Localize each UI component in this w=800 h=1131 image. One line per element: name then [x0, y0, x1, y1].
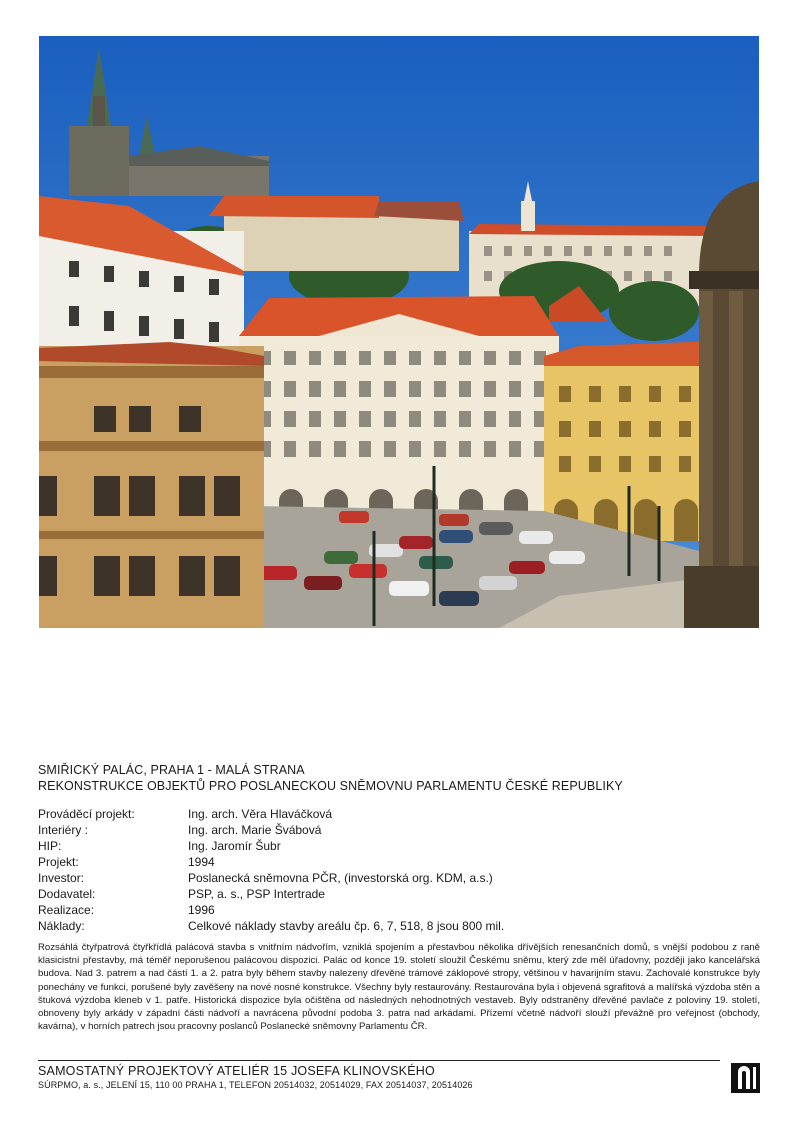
document-heading: [38, 762, 758, 794]
detail-value: Poslanecká sněmovna PČR, (investorská org. KDM, a.s.): [188, 871, 493, 885]
detail-label: Investor:: [38, 871, 85, 885]
detail-row: [38, 822, 758, 838]
description-paragraph: Rozsáhlá čtyřpatrová čtyřkřídlá palácová stavba s vnitřním nádvořím, vzniklá spojením a přestavbou několika dřívějších renesančních domů, s vnější podobou z raně klasicistní přestavby, má téměř neporušenou palácovou dispozici. Palác od konce 19. století sloužil Českému sněmu, který zde měl úřadovny, později jako kancelářská budova. Nad 3. patrem a nad částí 1. a 2. patra byly během stavby nalezeny dřevěné trámové záklopové stropy, většinou v havarijním stavu. Zachovalé konstrukce byly ponechány ve funkci, porušené byly zavěšeny na nové nosné konstrukce. Všechny byly restaurovány. Restaurována byla i objevená sgrafitová a malířská výzdoba stěn a štuková výzdoba kleneb v 1. patře. Historická dispozice byla očištěna od následných nehodnotných vestaveb. Byly odstraněny dřevěné pavlače z poloviny 19. století, obnoveny byly arkády v západní části nádvoří a navrácena původní podoba 3. patra nad arkádami. Přízemí včetně nádvoří slouží převážně pro veřejnost (obchody, kavárna), v horních patrech jsou pracovny poslanců Poslanecké sněmovny Parlamentu ČR.: [38, 942, 760, 1033]
detail-label: Prováděcí projekt:: [38, 807, 135, 821]
detail-row: [38, 870, 758, 886]
palace-square-illustration: [39, 36, 759, 628]
detail-row: [38, 886, 758, 902]
detail-label: Projekt:: [38, 855, 79, 869]
detail-label: Dodavatel:: [38, 887, 96, 901]
atelier-logo-icon: [731, 1063, 760, 1093]
detail-label: Realizace:: [38, 903, 95, 917]
footer-address: SÚRPMO, a. s., JELENÍ 15, 110 00 PRAHA 1, TELEFON 20514032, 20514029, FAX 20514037, 20514026: [38, 1080, 473, 1090]
detail-value: 1994: [188, 855, 215, 869]
detail-row: [38, 918, 758, 934]
detail-label: Interiéry :: [38, 823, 89, 837]
detail-row: [38, 854, 758, 870]
heading-title: SMIŘICKÝ PALÁC, PRAHA 1 - MALÁ STRANA: [38, 763, 305, 777]
detail-row: [38, 902, 758, 918]
footer-studio-name: SAMOSTATNÝ PROJEKTOVÝ ATELIÉR 15 JOSEFA KLINOVSKÉHO: [38, 1064, 435, 1078]
detail-value: Ing. arch. Marie Švábová: [188, 823, 322, 837]
detail-label: Náklady:: [38, 919, 85, 933]
detail-value: PSP, a. s., PSP Intertrade: [188, 887, 325, 901]
detail-row: [38, 806, 758, 822]
detail-label: HIP:: [38, 839, 62, 853]
detail-value: Ing. Jaromír Šubr: [188, 839, 281, 853]
foreground-building-left: [39, 342, 264, 628]
detail-value: Celkové náklady stavby areálu čp. 6, 7, 518, 8 jsou 800 mil.: [188, 919, 505, 933]
project-details: [38, 806, 758, 934]
cover-photo: [39, 36, 759, 628]
detail-value: Ing. arch. Věra Hlaváčková: [188, 807, 333, 821]
detail-value: 1996: [188, 903, 215, 917]
main-palace: [239, 296, 559, 526]
heading-subtitle: REKONSTRUKCE OBJEKTŮ PRO POSLANECKOU SNĚMOVNU PARLAMENTU ČESKÉ REPUBLIKY: [38, 779, 623, 793]
footer-divider: [38, 1060, 720, 1061]
detail-row: [38, 838, 758, 854]
